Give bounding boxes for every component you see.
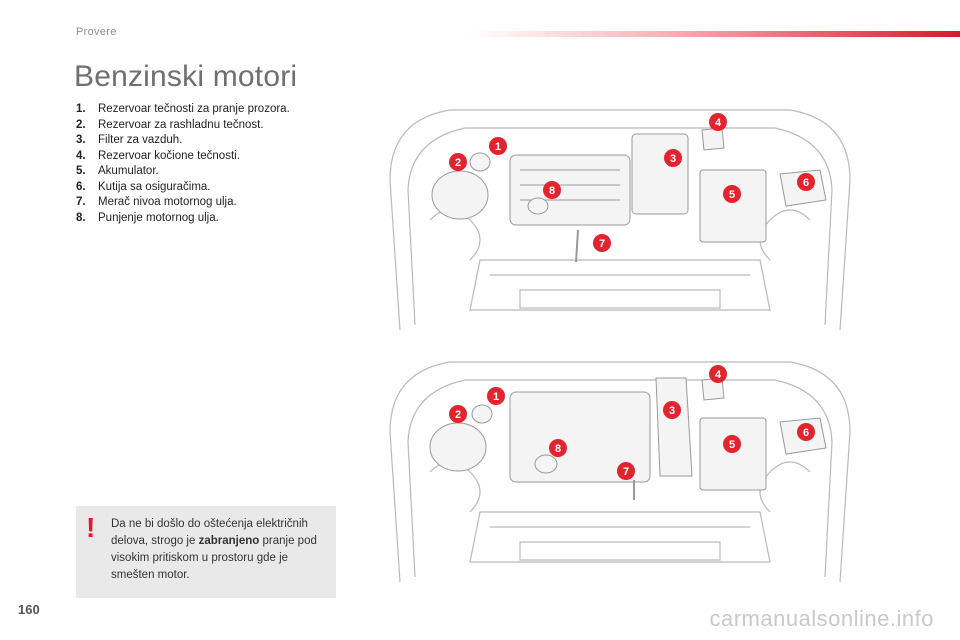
- callout-7: [617, 462, 635, 480]
- callout-4: [709, 365, 727, 383]
- section-label: Provere: [76, 26, 117, 38]
- callout-8: [543, 181, 561, 199]
- legend-item: [76, 133, 376, 149]
- svg-text:2: 2: [454, 409, 462, 421]
- legend-text: Merač nivoa motornog ulja.: [98, 196, 237, 208]
- legend-item: [76, 195, 376, 211]
- washer-reservoir: [472, 405, 492, 423]
- svg-text:6: 6: [802, 177, 810, 189]
- legend-number: 7.: [76, 196, 86, 208]
- legend-text: Rezervoar kočione tečnosti.: [98, 149, 240, 162]
- legend-item: [76, 211, 376, 227]
- svg-text:1: 1: [494, 141, 502, 153]
- page-number: 160: [18, 602, 40, 617]
- legend-item: [76, 180, 376, 196]
- legend-text: Filter za vazduh.: [98, 134, 183, 146]
- callout-1: [489, 137, 507, 155]
- oil-filler-cap: [528, 198, 548, 214]
- coolant-reservoir: [432, 171, 488, 219]
- svg-text:6: 6: [802, 427, 810, 439]
- legend-number: 1.: [76, 103, 86, 115]
- coolant-reservoir: [430, 423, 486, 471]
- legend-number: 8.: [76, 211, 86, 224]
- callout-2: [449, 153, 467, 171]
- svg-text:8: 8: [548, 185, 556, 197]
- callout-4: [709, 113, 727, 131]
- callout-5: [723, 435, 741, 453]
- svg-text:7: 7: [622, 466, 630, 478]
- svg-text:3: 3: [669, 153, 677, 165]
- callout-7: [593, 234, 611, 252]
- svg-text:5: 5: [728, 189, 736, 201]
- callout-5: [723, 185, 741, 203]
- legend-text: Kutija sa osiguračima.: [98, 180, 211, 193]
- legend-number: 3.: [76, 134, 86, 146]
- page-title: Benzinski motori: [74, 60, 298, 93]
- legend-number: 2.: [76, 118, 86, 131]
- engine-bay-diagram-bottom: [370, 352, 870, 586]
- battery: [700, 418, 766, 490]
- engine-bay-diagram-top: [370, 100, 870, 336]
- svg-text:5: 5: [728, 439, 736, 451]
- callout-6: [797, 423, 815, 441]
- warning-text-before: Da ne bi došlo do oštećenja električnih delova, strogo je: [111, 518, 308, 547]
- callout-3: [664, 149, 682, 167]
- warning-icon: !: [86, 512, 96, 543]
- brake-fluid-reservoir: [702, 128, 724, 150]
- legend-text: Punjenje motornog ulja.: [98, 211, 219, 224]
- svg-text:7: 7: [598, 238, 606, 250]
- oil-filler-cap: [535, 455, 557, 473]
- legend-item: [76, 164, 376, 180]
- battery: [700, 170, 766, 242]
- svg-text:8: 8: [554, 443, 562, 455]
- dipstick: [576, 230, 578, 262]
- legend-text: Akumulator.: [98, 165, 159, 177]
- legend-number: 4.: [76, 149, 86, 162]
- callout-8: [549, 439, 567, 457]
- callout-2: [449, 405, 467, 423]
- legend-item: [76, 149, 376, 165]
- warning-text-after: pranje pod visokim pritiskom u prostoru gde je smešten motor.: [111, 535, 317, 581]
- legend-item: [76, 102, 376, 118]
- callout-3: [663, 401, 681, 419]
- legend-item: [76, 118, 376, 134]
- svg-text:2: 2: [454, 157, 462, 169]
- svg-text:3: 3: [668, 405, 676, 417]
- callout-1: [487, 387, 505, 405]
- watermark: carmanualsonline.info: [709, 606, 934, 631]
- svg-text:4: 4: [714, 369, 722, 381]
- component-legend: [76, 102, 376, 226]
- air-filter-box: [632, 134, 688, 214]
- air-filter-box: [656, 378, 692, 476]
- legend-number: 5.: [76, 165, 86, 177]
- svg-text:1: 1: [492, 391, 500, 403]
- warning-text: [111, 516, 329, 584]
- warning-emphasis: zabranjeno: [198, 535, 260, 547]
- section-header-bar: [470, 31, 960, 37]
- svg-text:4: 4: [714, 117, 722, 129]
- legend-text: Rezervoar tečnosti za pranje prozora.: [98, 103, 290, 115]
- legend-text: Rezervoar za rashladnu tečnost.: [98, 118, 264, 131]
- callout-6: [797, 173, 815, 191]
- warning-note: [76, 506, 336, 598]
- intake-manifold: [510, 155, 630, 225]
- washer-reservoir: [470, 153, 490, 171]
- legend-number: 6.: [76, 180, 86, 193]
